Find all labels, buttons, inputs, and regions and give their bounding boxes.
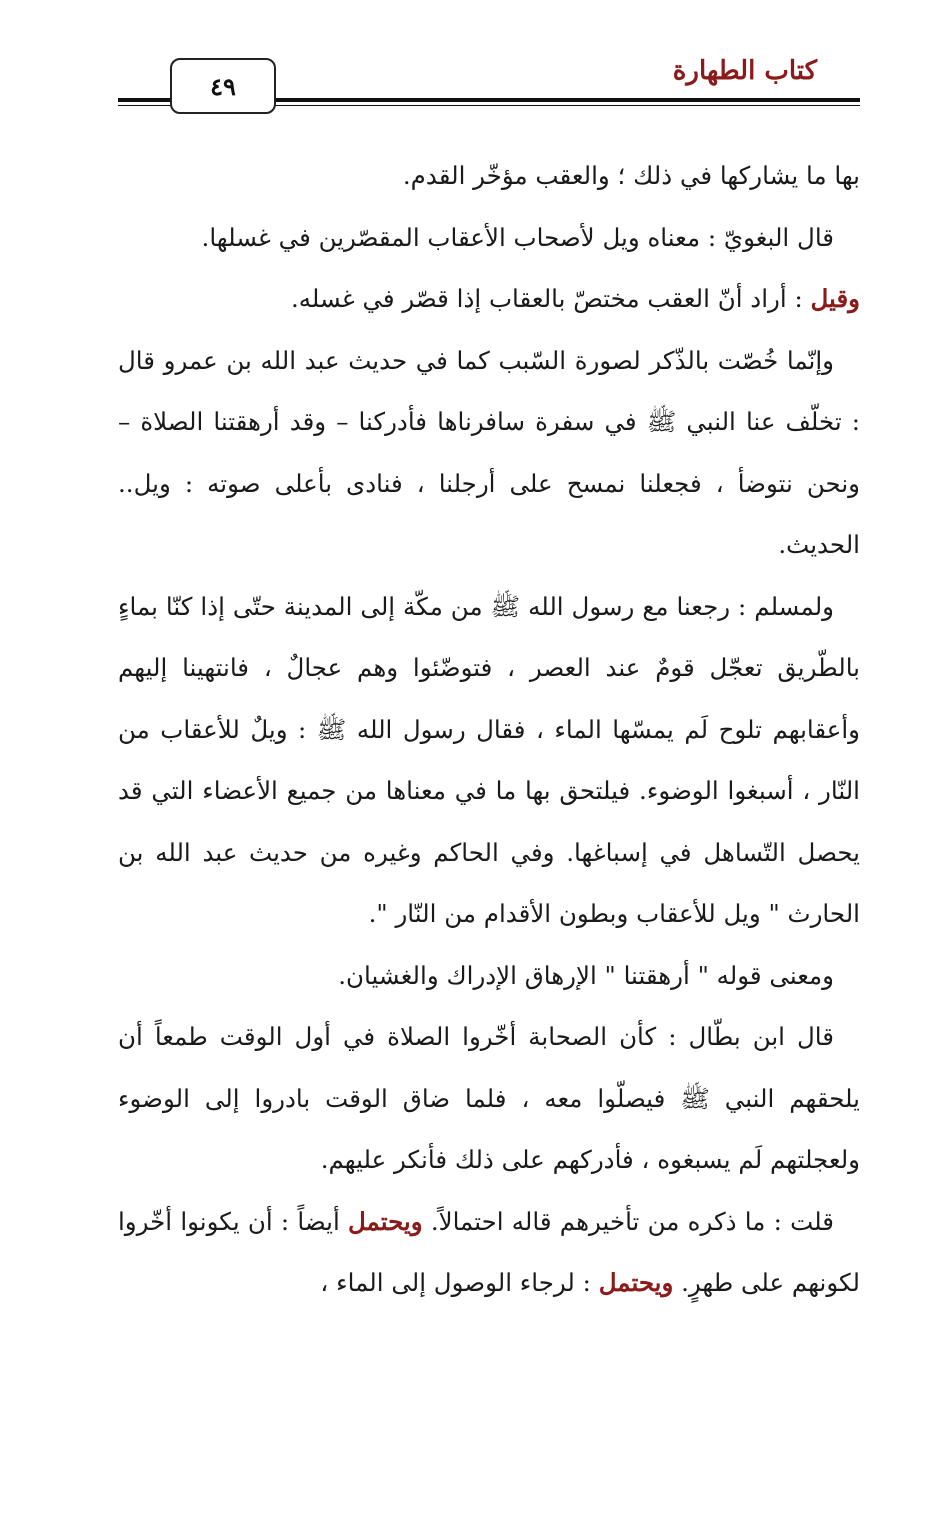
paragraph [118, 945, 860, 1007]
highlighted-term: ويحتمل [598, 1268, 674, 1297]
paragraph-text: بها ما يشاركها في ذلك ؛ والعقب مؤخّر القدم. [402, 161, 860, 190]
paragraph-text: أيضاً : أن يكونوا أخّروا لكونهم على طهرٍ. [118, 1206, 860, 1297]
paragraph-text: قال ابن بطّال : كأن الصحابة أخّروا الصلاة في أول الوقت طمعاً أن يلحقهم النبي ﷺ فيصلّوا معه ، فلما ضاق الوقت بادروا إلى الوضوء ولعجلتهم لَم يسبغوه ، فأدركهم على ذلك فأنكر عليهم. [118, 1022, 860, 1174]
page-number: ٤٩ [210, 71, 236, 101]
paragraph-text: قال البغويّ : معناه ويل لأصحاب الأعقاب المقصّرين في غسلها. [201, 222, 834, 252]
paragraph [118, 145, 860, 207]
highlighted-term: ويحتمل [348, 1206, 423, 1236]
paragraph [118, 268, 860, 330]
highlighted-term: وقيل [810, 284, 860, 313]
page-number-box [170, 58, 276, 114]
paragraph-text: ومعنى قوله " أرهقتنا " الإرهاق الإدراك والغشيان. [338, 960, 834, 990]
paragraph [118, 207, 860, 269]
paragraph [118, 576, 860, 945]
paragraph-text: ولمسلم : رجعنا مع رسول الله ﷺ من مكّة إلى المدينة حتّى إذا كنّا بماءٍ بالطّريق تعجّل قومٌ عند العصر ، فتوضّئوا وهم عجالٌ ، فانتهينا إليهم وأعقابهم تلوح لَم يمسّها الماء ، فقال رسول الله ﷺ : ويلٌ للأعقاب من النّار ، أسبغوا الوضوء. فيلتحق بها ما في معناها من جميع الأعضاء التي قد يحصل التّساهل في إسباغها. وفي الحاكم وغيره من حديث عبد الله بن الحارث " ويل للأعقاب وبطون الأقدام من النّار ". [118, 591, 860, 928]
running-header-title: كتاب الطهارة [672, 56, 817, 86]
paragraph [118, 330, 860, 576]
paragraph-text: قلت : ما ذكره من تأخيرهم قاله احتمالاً. [422, 1206, 834, 1236]
paragraph [118, 1006, 860, 1191]
paragraph-text: : لرجاء الوصول إلى الماء ، [320, 1268, 599, 1297]
body-text [118, 145, 860, 1314]
paragraph [118, 1191, 860, 1314]
paragraph-text: وإنّما خُصّت بالذّكر لصورة السّبب كما في حديث عبد الله بن عمرو قال : تخلّف عنا النبي ﷺ في سفرة سافرناها فأدركنا – وقد أرهقتنا الصلاة – ونحن نتوضأ ، فجعلنا نمسح على أرجلنا ، فنادى بأعلى صوته : ويل.. الحديث. [118, 345, 860, 559]
paragraph-text: : أراد أنّ العقب مختصّ بالعقاب إذا قصّر في غسله. [290, 284, 811, 313]
